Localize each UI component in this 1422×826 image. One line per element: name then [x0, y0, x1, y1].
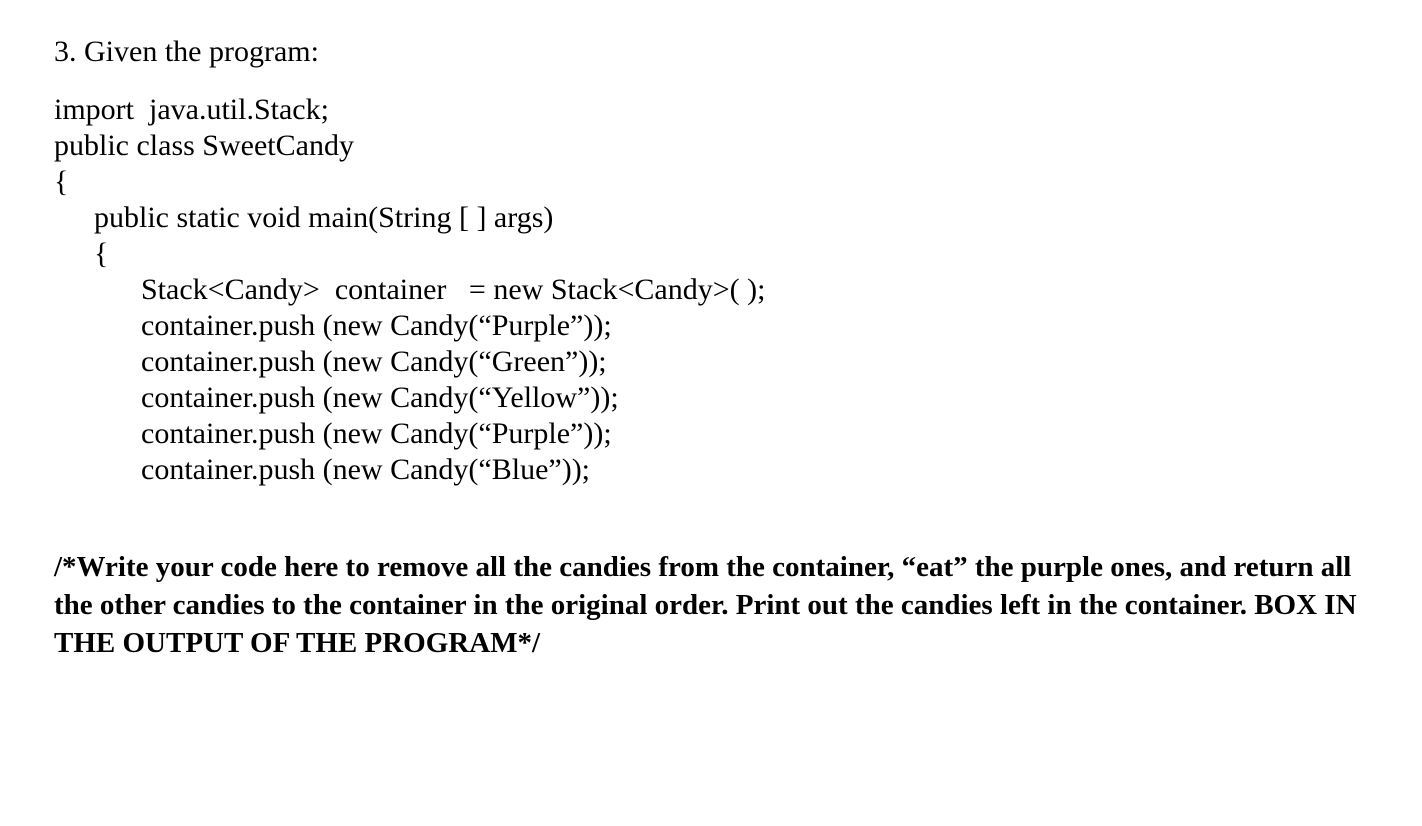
instruction-comment: /*Write your code here to remove all the candies from the container, “eat” the purple ones, and return all the other candies to the container in the original order. Print out the candies left in the container. BOX IN THE OUTPUT OF THE PROGRAM*/: [54, 551, 1357, 659]
code-line-push-purple-2: container.push (new Candy(“Purple”));: [141, 417, 612, 450]
code-line-push-yellow: container.push (new Candy(“Yellow”));: [141, 381, 619, 414]
code-line-push-green: container.push (new Candy(“Green”));: [141, 345, 607, 378]
code-line-main-open-brace: {: [94, 237, 109, 270]
code-line-stack-declaration: Stack<Candy> container = new Stack<Candy>( );: [141, 273, 766, 306]
question-heading: 3. Given the program:: [54, 35, 319, 68]
code-line-main-method: public static void main(String [ ] args): [94, 201, 554, 234]
code-line-push-purple-1: container.push (new Candy(“Purple”));: [141, 309, 612, 342]
code-block: [0, 92, 1422, 488]
code-line-import: import java.util.Stack;: [54, 93, 329, 126]
code-line-class-declaration: public class SweetCandy: [54, 129, 354, 162]
code-line-class-open-brace: {: [54, 165, 69, 198]
code-line-push-blue: container.push (new Candy(“Blue”));: [141, 453, 591, 486]
